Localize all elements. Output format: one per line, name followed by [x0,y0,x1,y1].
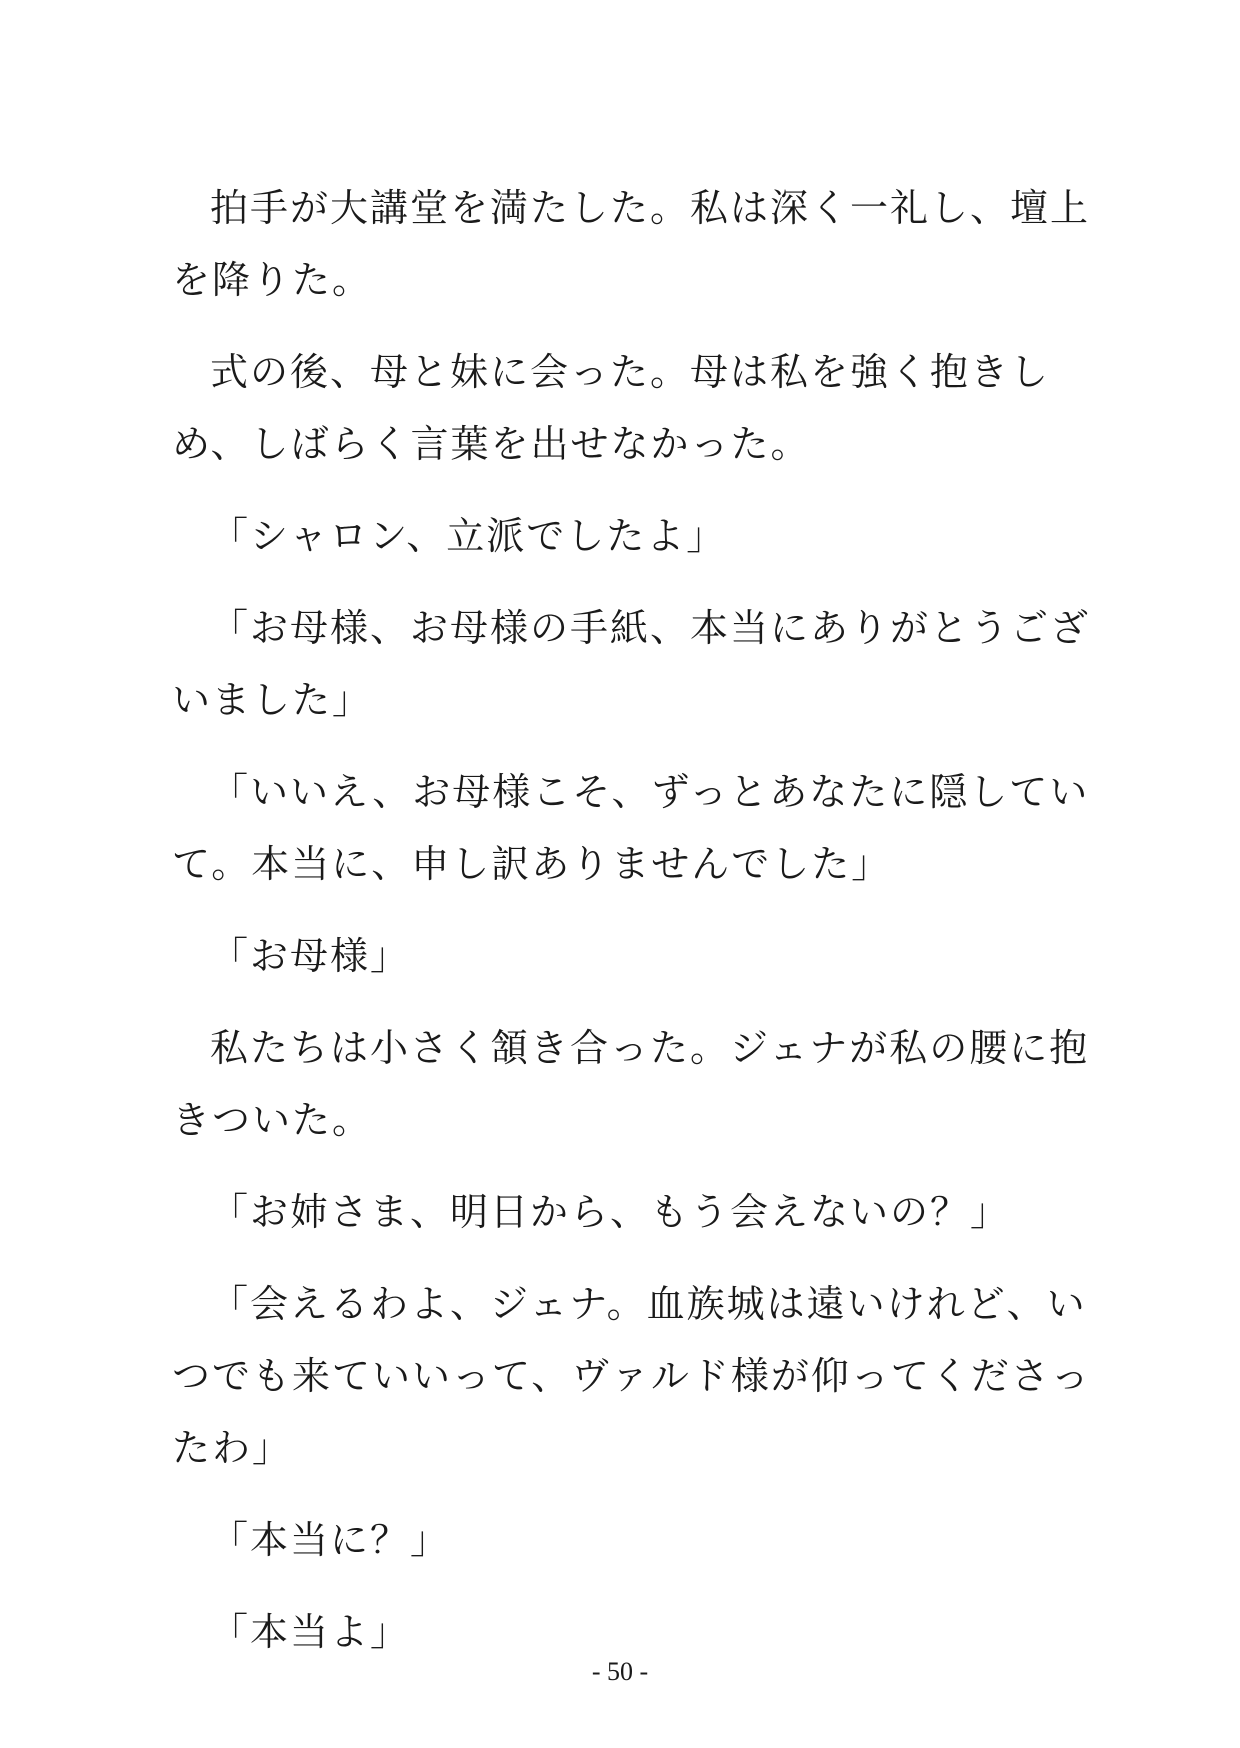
paragraph-line: を降りた。 [172,258,373,302]
paragraph-4 [172,592,1091,736]
paragraph-line: 「シャロン、立派でしたよ」 [210,514,727,558]
paragraph-line: 私たちは小さく頷き合った。ジェナが私の腰に抱 [210,1026,1090,1070]
paragraph-1 [172,172,1091,316]
paragraph-8 [172,1176,1072,1248]
paragraph-line: 「お母様」 [210,934,411,978]
paragraph-line: 「お母様、お母様の手紙、本当にありがとうござ [210,606,1091,650]
paragraph-line: きついた。 [172,1098,373,1142]
paragraph-line: 式の後、母と妹に会った。母は私を強く抱きし [210,350,1051,394]
paragraph-9 [172,1268,1091,1484]
paragraph-line: たわ」 [172,1426,293,1470]
page-number: - 50 - [591,1657,649,1686]
paragraph-line: 「お姉さま、明日から、もう会えないの？」 [210,1190,1011,1234]
paragraph-6 [172,920,1072,992]
paragraph-5 [172,756,1090,900]
paragraph-line: 「いいえ、お母様こそ、ずっとあなたに隠してい [210,770,1090,814]
paragraph-line: め、しばらく言葉を出せなかった。 [172,422,811,466]
paragraph-line: て。本当に、申し訳ありませんでした」 [172,842,892,886]
body-text [172,172,1091,1688]
paragraph-2 [172,336,1072,480]
paragraph-line: 「本当よ」 [210,1610,411,1654]
paragraph-line: いました」 [172,678,373,722]
paragraph-7 [172,1012,1090,1156]
paragraph-line: 拍手が大講堂を満たした。私は深く一礼し、壇上 [210,186,1091,230]
paragraph-line: 「本当に？」 [210,1518,451,1562]
paragraph-10 [172,1504,1072,1576]
paragraph-3 [172,500,1072,572]
paragraph-line: 「会えるわよ、ジェナ。血族城は遠いけれど、い [210,1282,1087,1326]
paragraph-line: つでも来ていいって、ヴァルド様が仰ってくださっ [172,1354,1091,1398]
